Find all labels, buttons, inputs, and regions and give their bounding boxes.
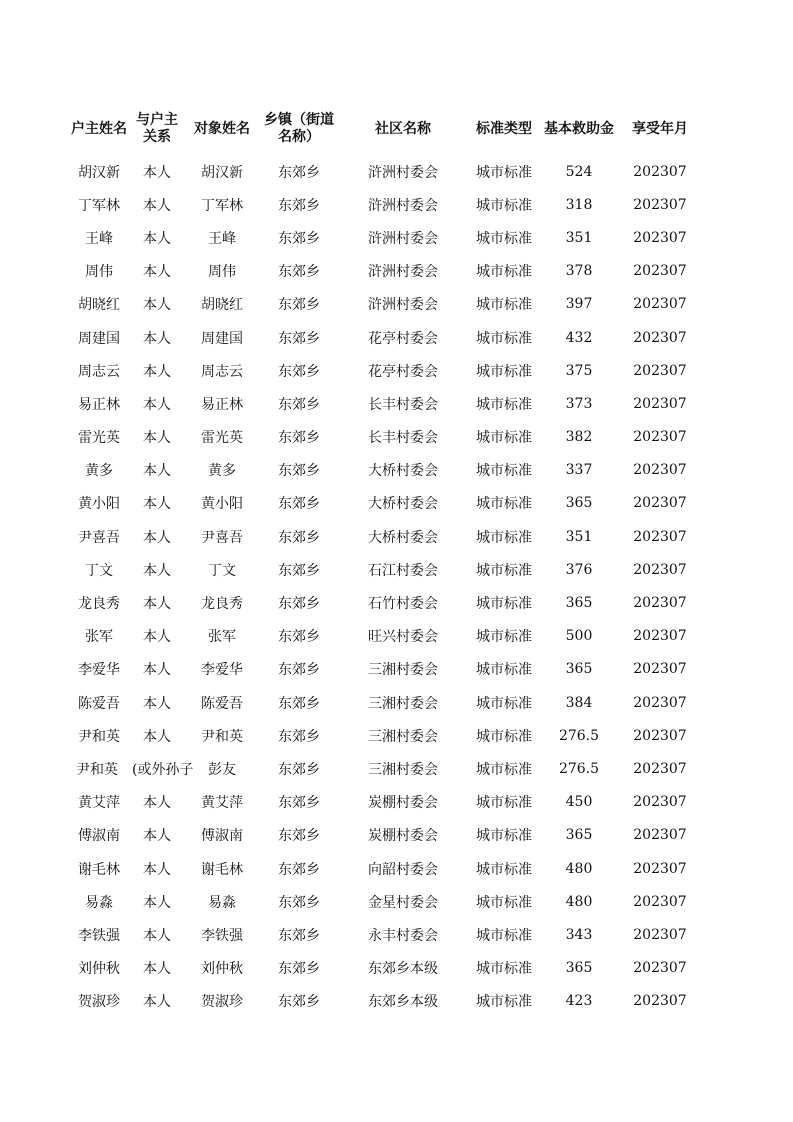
cell-community: 花亭村委会	[368, 330, 438, 347]
cell-subject-name: 谢毛林	[201, 861, 243, 878]
cell-subject-name: 雷光英	[201, 430, 243, 447]
cell-standard-type: 城市标准	[476, 629, 532, 646]
table-row	[66, 719, 726, 752]
table-row	[66, 752, 726, 785]
cell-period: 202307	[633, 395, 687, 412]
cell-township: 东郊乡	[278, 994, 320, 1011]
cell-householder-name: 张军	[85, 629, 113, 646]
table-row	[66, 421, 726, 454]
table-row	[66, 221, 726, 254]
cell-township: 东郊乡	[278, 430, 320, 447]
header-township: 乡镇（街道名称）	[264, 112, 334, 145]
cell-township: 东郊乡	[278, 363, 320, 380]
cell-period: 202307	[633, 893, 687, 910]
cell-township: 东郊乡	[278, 463, 320, 480]
cell-householder-name: 雷光英	[78, 430, 120, 447]
cell-standard-type: 城市标准	[476, 828, 532, 845]
cell-subject-name: 刘仲秋	[201, 961, 243, 978]
cell-householder-name: 贺淑珍	[78, 994, 120, 1011]
cell-subject-name: 尹喜吾	[201, 529, 243, 546]
cell-community: 三湘村委会	[368, 695, 438, 712]
cell-basic-assistance: 365	[565, 960, 593, 977]
cell-relation: 本人	[143, 430, 171, 447]
cell-subject-name: 李铁强	[201, 927, 243, 944]
cell-standard-type: 城市标准	[476, 596, 532, 613]
cell-township: 东郊乡	[278, 562, 320, 579]
cell-basic-assistance: 318	[565, 196, 593, 213]
cell-period: 202307	[633, 993, 687, 1010]
table-header	[66, 103, 726, 155]
cell-basic-assistance: 343	[565, 926, 593, 943]
cell-standard-type: 城市标准	[476, 330, 532, 347]
table-row	[66, 387, 726, 420]
cell-relation: (或外孙子	[132, 761, 194, 778]
header-relation: 与户主关系	[136, 112, 178, 145]
cell-standard-type: 城市标准	[476, 695, 532, 712]
cell-township: 东郊乡	[278, 894, 320, 911]
cell-subject-name: 易淼	[208, 894, 236, 911]
table-row	[66, 852, 726, 885]
cell-period: 202307	[633, 926, 687, 943]
cell-householder-name: 傅淑南	[78, 828, 120, 845]
cell-householder-name: 周志云	[78, 363, 120, 380]
cell-community: 花亭村委会	[368, 363, 438, 380]
cell-standard-type: 城市标准	[476, 994, 532, 1011]
cell-community: 金星村委会	[368, 894, 438, 911]
cell-relation: 本人	[143, 629, 171, 646]
cell-basic-assistance: 500	[565, 628, 593, 645]
cell-standard-type: 城市标准	[476, 861, 532, 878]
table-row	[66, 553, 726, 586]
cell-subject-name: 龙良秀	[201, 596, 243, 613]
cell-standard-type: 城市标准	[476, 761, 532, 778]
table-row	[66, 686, 726, 719]
cell-subject-name: 黄小阳	[201, 496, 243, 513]
cell-basic-assistance: 384	[565, 694, 593, 711]
cell-relation: 本人	[143, 264, 171, 281]
cell-standard-type: 城市标准	[476, 164, 532, 181]
cell-subject-name: 周志云	[201, 363, 243, 380]
table-row	[66, 520, 726, 553]
cell-period: 202307	[633, 628, 687, 645]
cell-period: 202307	[633, 462, 687, 479]
cell-relation: 本人	[143, 994, 171, 1011]
cell-subject-name: 李爱华	[201, 662, 243, 679]
cell-householder-name: 刘仲秋	[78, 961, 120, 978]
cell-householder-name: 黄多	[85, 463, 113, 480]
cell-relation: 本人	[143, 164, 171, 181]
table-row	[66, 288, 726, 321]
cell-basic-assistance: 423	[565, 993, 593, 1010]
cell-township: 东郊乡	[278, 596, 320, 613]
table-row	[66, 985, 726, 1018]
cell-householder-name: 易淼	[85, 894, 113, 911]
cell-period: 202307	[633, 860, 687, 877]
cell-township: 东郊乡	[278, 230, 320, 247]
cell-township: 东郊乡	[278, 496, 320, 513]
cell-basic-assistance: 276.5	[558, 760, 600, 777]
cell-period: 202307	[633, 661, 687, 678]
cell-subject-name: 黄艾萍	[201, 795, 243, 812]
table-body	[66, 155, 726, 1018]
assistance-table	[66, 103, 726, 1018]
cell-relation: 本人	[143, 330, 171, 347]
cell-township: 东郊乡	[278, 728, 320, 745]
cell-subject-name: 周建国	[201, 330, 243, 347]
cell-township: 东郊乡	[278, 828, 320, 845]
cell-community: 三湘村委会	[368, 761, 438, 778]
cell-standard-type: 城市标准	[476, 230, 532, 247]
cell-relation: 本人	[143, 496, 171, 513]
header-community: 社区名称	[375, 120, 431, 137]
table-row	[66, 653, 726, 686]
cell-relation: 本人	[143, 828, 171, 845]
cell-period: 202307	[633, 595, 687, 612]
cell-basic-assistance: 432	[565, 329, 593, 346]
cell-standard-type: 城市标准	[476, 197, 532, 214]
cell-standard-type: 城市标准	[476, 396, 532, 413]
cell-community: 三湘村委会	[368, 728, 438, 745]
cell-standard-type: 城市标准	[476, 795, 532, 812]
cell-relation: 本人	[143, 363, 171, 380]
cell-period: 202307	[633, 528, 687, 545]
cell-householder-name: 谢毛林	[78, 861, 120, 878]
cell-basic-assistance: 276.5	[558, 727, 600, 744]
cell-relation: 本人	[143, 562, 171, 579]
cell-standard-type: 城市标准	[476, 728, 532, 745]
cell-township: 东郊乡	[278, 629, 320, 646]
cell-subject-name: 易正林	[201, 396, 243, 413]
cell-subject-name: 陈爱吾	[201, 695, 243, 712]
table-row	[66, 188, 726, 221]
cell-period: 202307	[633, 263, 687, 280]
cell-community: 大桥村委会	[368, 463, 438, 480]
cell-period: 202307	[633, 727, 687, 744]
cell-period: 202307	[633, 694, 687, 711]
cell-community: 旺兴村委会	[368, 629, 438, 646]
cell-community: 永丰村委会	[368, 927, 438, 944]
cell-township: 东郊乡	[278, 927, 320, 944]
cell-householder-name: 尹和英	[78, 728, 120, 745]
cell-basic-assistance: 480	[565, 893, 593, 910]
cell-community: 浒洲村委会	[368, 164, 438, 181]
cell-period: 202307	[633, 196, 687, 213]
cell-householder-name: 丁军林	[78, 197, 120, 214]
table-row	[66, 354, 726, 387]
cell-standard-type: 城市标准	[476, 961, 532, 978]
cell-basic-assistance: 365	[565, 595, 593, 612]
cell-subject-name: 王峰	[208, 230, 236, 247]
cell-subject-name: 黄多	[208, 463, 236, 480]
table-row	[66, 819, 726, 852]
cell-basic-assistance: 450	[565, 794, 593, 811]
cell-householder-name: 尹喜吾	[78, 529, 120, 546]
cell-relation: 本人	[143, 861, 171, 878]
cell-relation: 本人	[143, 463, 171, 480]
cell-basic-assistance: 524	[565, 163, 593, 180]
cell-relation: 本人	[143, 230, 171, 247]
cell-period: 202307	[633, 229, 687, 246]
cell-subject-name: 胡晓红	[201, 297, 243, 314]
cell-township: 东郊乡	[278, 197, 320, 214]
cell-standard-type: 城市标准	[476, 894, 532, 911]
cell-community: 浒洲村委会	[368, 297, 438, 314]
cell-standard-type: 城市标准	[476, 430, 532, 447]
header-householder-name: 户主姓名	[71, 120, 127, 137]
cell-householder-name: 胡晓红	[78, 297, 120, 314]
header-basic-assistance: 基本救助金	[544, 120, 614, 137]
cell-standard-type: 城市标准	[476, 529, 532, 546]
cell-householder-name: 丁文	[85, 562, 113, 579]
cell-householder-name: 李爱华	[78, 662, 120, 679]
cell-subject-name: 张军	[208, 629, 236, 646]
cell-township: 东郊乡	[278, 264, 320, 281]
cell-township: 东郊乡	[278, 164, 320, 181]
cell-standard-type: 城市标准	[476, 297, 532, 314]
table-row	[66, 786, 726, 819]
cell-community: 向韶村委会	[368, 861, 438, 878]
cell-relation: 本人	[143, 894, 171, 911]
cell-community: 大桥村委会	[368, 496, 438, 513]
table-row	[66, 620, 726, 653]
cell-community: 长丰村委会	[368, 396, 438, 413]
cell-subject-name: 彭友	[208, 761, 236, 778]
cell-standard-type: 城市标准	[476, 463, 532, 480]
cell-township: 东郊乡	[278, 662, 320, 679]
header-standard-type: 标准类型	[476, 120, 532, 137]
cell-relation: 本人	[143, 662, 171, 679]
cell-basic-assistance: 397	[565, 296, 593, 313]
cell-community: 长丰村委会	[368, 430, 438, 447]
table-row	[66, 885, 726, 918]
cell-township: 东郊乡	[278, 695, 320, 712]
cell-period: 202307	[633, 163, 687, 180]
cell-township: 东郊乡	[278, 795, 320, 812]
cell-householder-name: 周建国	[78, 330, 120, 347]
cell-relation: 本人	[143, 695, 171, 712]
cell-relation: 本人	[143, 927, 171, 944]
cell-township: 东郊乡	[278, 297, 320, 314]
cell-relation: 本人	[143, 529, 171, 546]
cell-householder-name: 易正林	[78, 396, 120, 413]
cell-relation: 本人	[143, 596, 171, 613]
cell-community: 炭棚村委会	[368, 828, 438, 845]
cell-basic-assistance: 365	[565, 495, 593, 512]
cell-township: 东郊乡	[278, 761, 320, 778]
cell-basic-assistance: 365	[565, 661, 593, 678]
cell-standard-type: 城市标准	[476, 562, 532, 579]
cell-subject-name: 周伟	[208, 264, 236, 281]
cell-basic-assistance: 365	[565, 827, 593, 844]
cell-standard-type: 城市标准	[476, 662, 532, 679]
cell-householder-name: 尹和英	[76, 761, 118, 778]
cell-community: 大桥村委会	[368, 529, 438, 546]
cell-community: 石江村委会	[368, 562, 438, 579]
cell-basic-assistance: 351	[565, 528, 593, 545]
cell-householder-name: 龙良秀	[78, 596, 120, 613]
cell-period: 202307	[633, 827, 687, 844]
table-row	[66, 155, 726, 188]
cell-basic-assistance: 382	[565, 429, 593, 446]
cell-relation: 本人	[143, 297, 171, 314]
cell-relation: 本人	[143, 728, 171, 745]
cell-period: 202307	[633, 561, 687, 578]
cell-township: 东郊乡	[278, 396, 320, 413]
cell-relation: 本人	[143, 795, 171, 812]
cell-period: 202307	[633, 296, 687, 313]
cell-householder-name: 李铁强	[78, 927, 120, 944]
cell-subject-name: 尹和英	[201, 728, 243, 745]
cell-householder-name: 陈爱吾	[78, 695, 120, 712]
cell-community: 浒洲村委会	[368, 230, 438, 247]
cell-basic-assistance: 376	[565, 561, 593, 578]
cell-householder-name: 胡汉新	[78, 164, 120, 181]
cell-standard-type: 城市标准	[476, 264, 532, 281]
header-subject-name: 对象姓名	[194, 120, 250, 137]
table-row	[66, 586, 726, 619]
cell-subject-name: 丁文	[208, 562, 236, 579]
cell-standard-type: 城市标准	[476, 927, 532, 944]
header-period: 享受年月	[632, 120, 688, 137]
cell-relation: 本人	[143, 197, 171, 214]
cell-householder-name: 黄艾萍	[78, 795, 120, 812]
cell-community: 石竹村委会	[368, 596, 438, 613]
table-row	[66, 255, 726, 288]
cell-householder-name: 王峰	[85, 230, 113, 247]
cell-community: 炭棚村委会	[368, 795, 438, 812]
cell-township: 东郊乡	[278, 529, 320, 546]
cell-period: 202307	[633, 760, 687, 777]
cell-township: 东郊乡	[278, 330, 320, 347]
table-row	[66, 454, 726, 487]
cell-period: 202307	[633, 960, 687, 977]
cell-period: 202307	[633, 495, 687, 512]
cell-householder-name: 周伟	[85, 264, 113, 281]
table-row	[66, 487, 726, 520]
table-row	[66, 918, 726, 951]
cell-subject-name: 贺淑珍	[201, 994, 243, 1011]
cell-basic-assistance: 373	[565, 395, 593, 412]
cell-relation: 本人	[143, 961, 171, 978]
cell-community: 浒洲村委会	[368, 197, 438, 214]
cell-subject-name: 胡汉新	[201, 164, 243, 181]
cell-community: 东郊乡本级	[368, 961, 438, 978]
cell-period: 202307	[633, 329, 687, 346]
cell-basic-assistance: 378	[565, 263, 593, 280]
cell-period: 202307	[633, 362, 687, 379]
cell-standard-type: 城市标准	[476, 363, 532, 380]
cell-township: 东郊乡	[278, 961, 320, 978]
cell-basic-assistance: 375	[565, 362, 593, 379]
cell-community: 东郊乡本级	[368, 994, 438, 1011]
cell-standard-type: 城市标准	[476, 496, 532, 513]
cell-period: 202307	[633, 794, 687, 811]
cell-community: 浒洲村委会	[368, 264, 438, 281]
cell-basic-assistance: 351	[565, 229, 593, 246]
cell-basic-assistance: 337	[565, 462, 593, 479]
cell-relation: 本人	[143, 396, 171, 413]
cell-community: 三湘村委会	[368, 662, 438, 679]
cell-subject-name: 丁军林	[201, 197, 243, 214]
cell-period: 202307	[633, 429, 687, 446]
cell-township: 东郊乡	[278, 861, 320, 878]
table-row	[66, 952, 726, 985]
cell-basic-assistance: 480	[565, 860, 593, 877]
cell-subject-name: 傅淑南	[201, 828, 243, 845]
cell-householder-name: 黄小阳	[78, 496, 120, 513]
table-row	[66, 321, 726, 354]
